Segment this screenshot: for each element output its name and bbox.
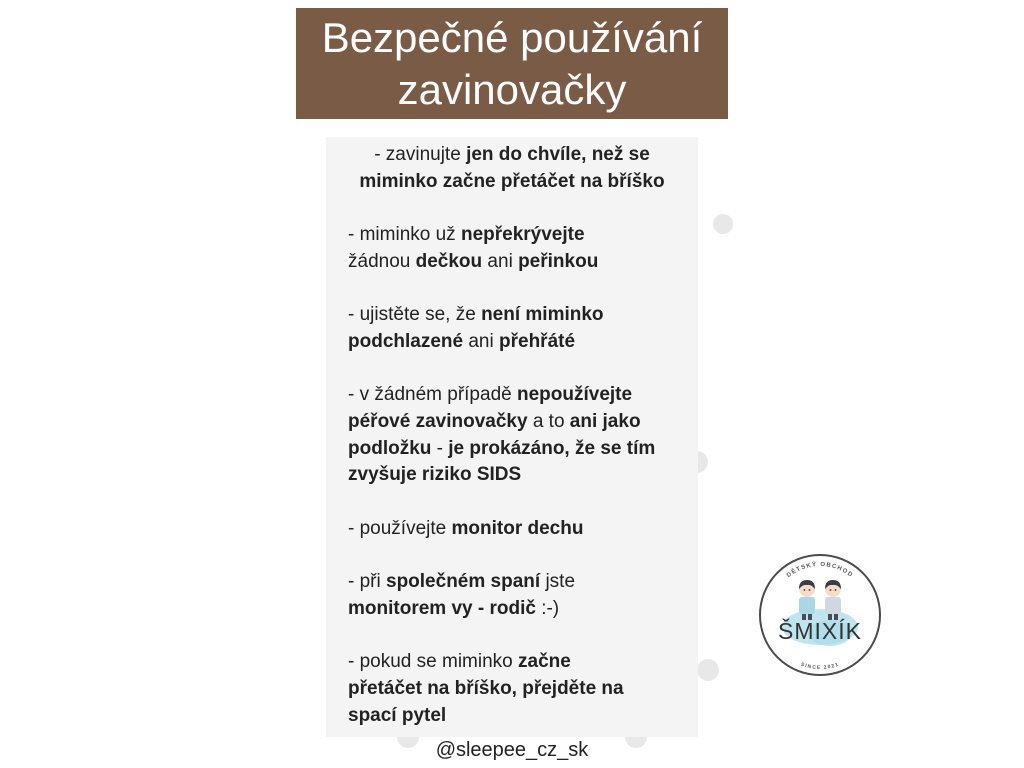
tip-text: - používejte [348, 517, 452, 539]
title-banner [296, 8, 728, 119]
tip-emphasis: dečkou [415, 250, 483, 272]
tip-item [348, 649, 676, 729]
tip-line [348, 649, 676, 676]
tip-line [348, 676, 676, 703]
logo-wordmark: ŠMIXÍK [778, 618, 862, 644]
tip-text: ani [463, 330, 499, 352]
tip-text: - miminko už [348, 224, 461, 246]
tip-emphasis: přehřáté [499, 330, 576, 352]
tip-emphasis: zvyšuje riziko SIDS [348, 464, 522, 486]
tip-line [348, 516, 676, 543]
tip-line [348, 302, 676, 329]
tip-emphasis: spací pytel [348, 704, 447, 726]
tip-line [348, 382, 676, 409]
tip-line [348, 142, 676, 169]
tip-text: žádnou [348, 250, 416, 272]
tip-text: - v žádném případě [348, 384, 517, 406]
tip-line [348, 222, 676, 249]
tip-emphasis: podložku [348, 437, 432, 459]
social-handle: @sleepee_cz_sk [435, 739, 589, 761]
tip-text: a to [527, 410, 570, 432]
tip-text: jste [540, 571, 576, 593]
tip-line [348, 169, 676, 196]
tips-panel [326, 137, 698, 737]
tip-item [348, 516, 676, 543]
kid-left-shirt [799, 597, 815, 614]
tip-emphasis: společném spaní [386, 571, 541, 593]
tip-line [348, 436, 676, 463]
tip-emphasis: péřové zavinovačky [348, 410, 528, 432]
tip-item [348, 222, 676, 275]
kid-right-eye [830, 589, 832, 591]
background-dot [697, 659, 719, 681]
tip-emphasis: je prokázáno, že se tím [448, 437, 656, 459]
tip-line [348, 329, 676, 356]
tip-emphasis: jen do chvíle, než se [466, 144, 650, 165]
tip-emphasis: nepřekrývejte [460, 224, 585, 246]
tip-line [348, 409, 676, 436]
tip-emphasis: není miminko [481, 304, 604, 326]
tip-text: ani [482, 250, 519, 272]
tip-emphasis: ani jako [569, 410, 641, 432]
logo-ring-top-label: DĚTSKÝ OBCHOD [786, 561, 854, 580]
kid-right-shirt [825, 597, 841, 614]
tip-item [348, 569, 676, 622]
tip-emphasis: monitor dechu [451, 517, 584, 539]
tip-emphasis: podchlazené [348, 330, 464, 352]
tip-emphasis: peřinkou [518, 250, 599, 272]
tip-text: - pokud se miminko [348, 651, 519, 673]
tip-text: - [431, 437, 449, 459]
tip-text: :-) [535, 597, 560, 619]
tip-emphasis: přetáčet na bříško, přejděte na [348, 677, 624, 699]
background-dot [713, 214, 733, 234]
tip-line [348, 249, 676, 276]
title-line-2: zavinovačky [397, 65, 627, 113]
tip-emphasis: monitorem vy - rodič [348, 597, 536, 619]
tip-text: - zavinujte [374, 144, 467, 165]
tip-item [348, 382, 676, 489]
kid-left-eye [809, 589, 811, 591]
logo-ring-bottom-label: SINCE 2021 [799, 661, 841, 672]
tip-item [348, 142, 676, 195]
brand-logo [758, 553, 882, 677]
tip-line [348, 569, 676, 596]
kid-right-eye [835, 589, 837, 591]
tip-emphasis: začne [518, 651, 571, 673]
title-line-1: Bezpečné používání [321, 13, 703, 61]
tip-text: - ujistěte se, že [348, 304, 482, 326]
tip-emphasis: miminko začne přetáčet na bříško [359, 170, 665, 192]
tip-line [348, 703, 676, 730]
tip-line [348, 462, 676, 489]
tip-item [348, 302, 676, 355]
tip-text: - při [348, 571, 386, 593]
kid-left-eye [804, 589, 806, 591]
tip-line [348, 596, 676, 623]
tip-emphasis: nepoužívejte [516, 384, 633, 406]
